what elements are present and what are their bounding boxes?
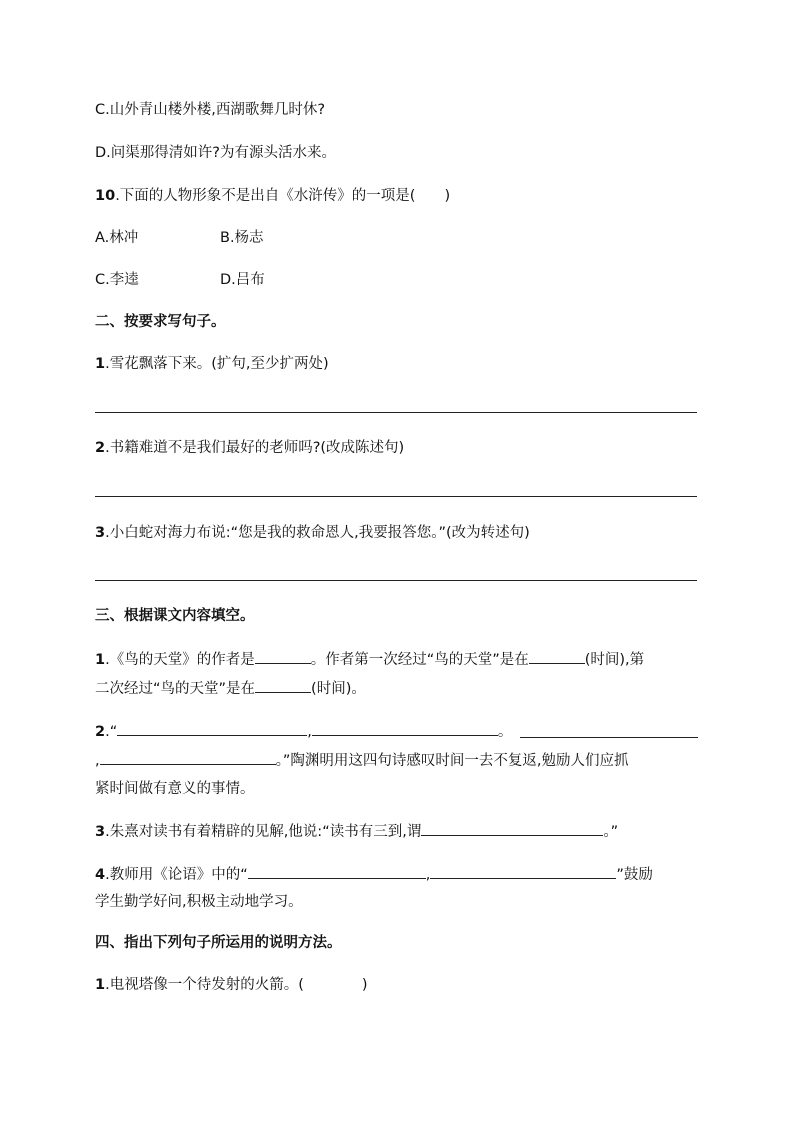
- section2-q1-text: .雪花飘落下来。(扩句,至少扩两处): [105, 356, 329, 372]
- section2-q2-number: 2: [95, 440, 106, 456]
- section3-q2-line2: [95, 750, 628, 771]
- section2-q3-answer-line[interactable]: [95, 580, 697, 581]
- section2-q3: [95, 523, 530, 543]
- section3-q2-line2-comma: ,: [95, 753, 100, 769]
- section3-q3: [95, 821, 618, 842]
- section4-q1: [95, 975, 368, 995]
- section2-q1-answer-line[interactable]: [95, 412, 697, 413]
- section3-q4-number: 4: [95, 867, 106, 883]
- section3-q3-text: .朱熹对读书有着精辟的见解,他说:“读书有三到,谓: [105, 824, 422, 840]
- section3-q4-text: .教师用《论语》中的“: [105, 867, 248, 883]
- section2-q2-text: .书籍难道不是我们最好的老师吗?(改成陈述句): [105, 440, 405, 456]
- section2-q3-text: .小白蛇对海力布说:“您是我的救命恩人,我要报答您。”(改为转述句): [105, 525, 530, 541]
- section3-q4-line2: 学生勤学好问,积极主动地学习。: [95, 894, 303, 910]
- section3-q1-part3: (时间),第: [584, 652, 645, 668]
- section3-q1-line2-part2: (时间)。: [311, 681, 366, 697]
- section2-q2-answer-line[interactable]: [95, 496, 697, 497]
- section2-q2: [95, 438, 404, 458]
- section3-q2-blank-3[interactable]: [520, 723, 698, 738]
- section3-q1-part1: .《鸟的天堂》的作者是: [105, 652, 255, 668]
- section3-q1-blank-time1[interactable]: [529, 649, 585, 664]
- q10-option-d: D.吕布: [220, 272, 265, 288]
- section3-q1-line2-part1: 二次经过“鸟的天堂”是在: [95, 681, 256, 697]
- section3-q4-comma: ,: [425, 867, 431, 883]
- section3-q2-line1: [95, 721, 512, 742]
- section2-q3-number: 3: [95, 525, 106, 541]
- section3-q2-blank-4[interactable]: [100, 750, 276, 765]
- q9-option-c: C.山外青山楼外楼,西湖歌舞几时休?: [95, 102, 326, 118]
- section3-heading: 三、根据课文内容填空。: [95, 608, 255, 624]
- section3-q1-number: 1: [95, 652, 106, 668]
- section2-q1: [95, 354, 329, 374]
- section3-q3-blank[interactable]: [421, 821, 603, 836]
- section3-q2-number: 2: [95, 724, 106, 740]
- section4-q1-text: .电视塔像一个待发射的火箭。( ): [105, 977, 368, 993]
- q10-number: 10: [95, 188, 116, 204]
- section3-q2-period: 。: [497, 724, 513, 740]
- section3-q1-blank-author[interactable]: [255, 649, 311, 664]
- section3-q4-blank-1[interactable]: [248, 864, 426, 879]
- section3-q3-end: 。”: [603, 824, 619, 840]
- section3-q2-open-quote: .“: [105, 724, 118, 740]
- section3-q2-blank-1[interactable]: [117, 721, 307, 736]
- section2-q1-number: 1: [95, 356, 106, 372]
- section3-q2-line3: 紧时间做有意义的事情。: [95, 781, 255, 797]
- section3-q1-part2: 。作者第一次经过“鸟的天堂”是在: [310, 652, 529, 668]
- section3-q4-line1: [95, 864, 653, 885]
- section3-q1-line1: [95, 649, 644, 670]
- q10-option-b: B.杨志: [220, 230, 264, 246]
- section3-q2-comma: ,: [307, 724, 312, 740]
- q10-option-a: A.林冲: [95, 230, 139, 246]
- section3-q2-blank-2[interactable]: [312, 721, 498, 736]
- section2-heading: 二、按要求写句子。: [95, 314, 226, 330]
- q10-stem: [95, 186, 450, 206]
- q9-option-d: D.问渠那得清如许?为有源头活水来。: [95, 145, 336, 161]
- q10-options-row2: [95, 270, 695, 290]
- section3-q2-line2-text: 。”陶渊明用这四句诗感叹时间一去不复返,勉励人们应抓: [275, 753, 629, 769]
- q10-options-row1: [95, 228, 695, 248]
- section3-q4-end: ”鼓励: [616, 867, 653, 883]
- section3-q3-number: 3: [95, 824, 106, 840]
- q10-option-c: C.李逵: [95, 272, 139, 288]
- section4-q1-number: 1: [95, 977, 106, 993]
- section4-heading: 四、指出下列句子所运用的说明方法。: [95, 935, 342, 951]
- section3-q1-line2: [95, 678, 366, 699]
- section3-q4-blank-2[interactable]: [430, 864, 616, 879]
- section3-q1-blank-time2[interactable]: [255, 678, 311, 693]
- q10-text: .下面的人物形象不是出自《水浒传》的一项是( ): [115, 188, 451, 204]
